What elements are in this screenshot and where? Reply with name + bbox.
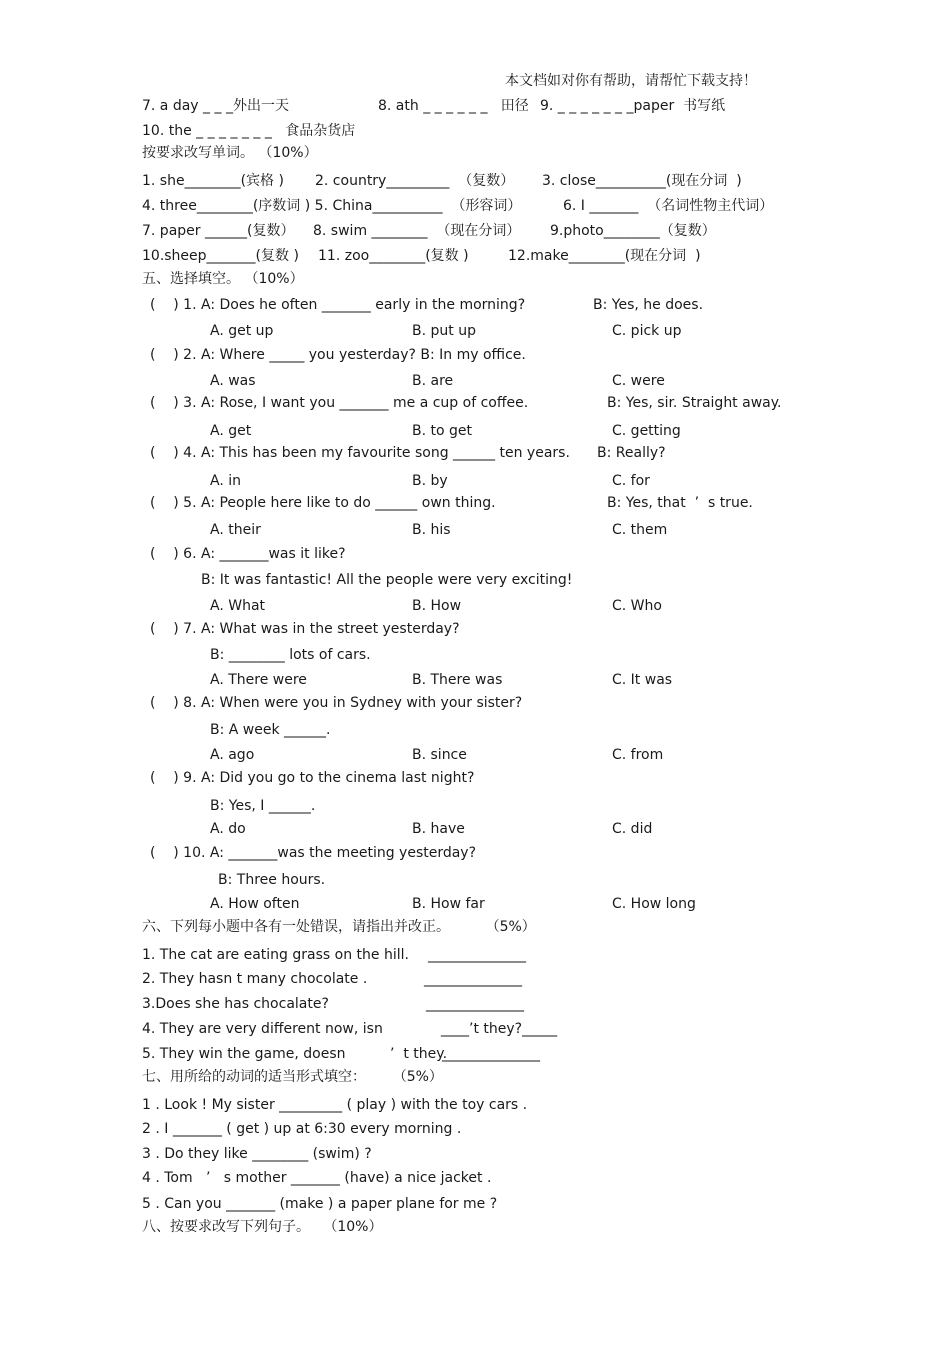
section4-row: 1. she________(宾格 ) — [142, 173, 284, 189]
correction-blank: ______________ — [424, 971, 522, 987]
vocab-item-9: 9. _ _ _ _ _ _ _paper 书写纸 — [540, 98, 726, 114]
answer-b-5: B: Yes, that ’ s true. — [607, 495, 753, 511]
option-b: B. How — [412, 598, 462, 614]
option-a: A. get up — [210, 323, 274, 339]
fill-verb-item: 3 . Do they like ________ (swim) ? — [142, 1146, 372, 1162]
section4-row: 4. three________(序数词 ) 5. China__________ （形容词） — [142, 198, 522, 214]
section4-title: 按要求改写单词。 （10%） — [142, 145, 318, 161]
section4-row: 8. swim ________ （现在分词） — [313, 223, 521, 239]
answer-b-1: B: Yes, he does. — [593, 297, 704, 313]
correction-blank: ____’t they?_____ — [441, 1021, 558, 1037]
correction-blank: ______________ — [428, 947, 526, 963]
section7-title: 七、用所给的动词的适当形式填空： （5%） — [142, 1069, 443, 1085]
header-note: 本文档如对你有帮助，请帮忙下载支持！ — [505, 73, 757, 89]
question-7: ( ) 7. A: What was in the street yesterday? — [150, 621, 460, 637]
fill-verb-item: 1 . Look ! My sister _________ ( play ) with the toy cars . — [142, 1097, 528, 1113]
answer-b-4: B: Really? — [597, 445, 666, 461]
error-sentence: 2. They hasn t many chocolate . — [142, 971, 368, 987]
question-3: ( ) 3. A: Rose, I want you _______ me a cup of coffee. — [150, 395, 529, 411]
option-a: A. There were — [210, 672, 307, 688]
option-c: C. getting — [612, 423, 681, 439]
section8-title: 八、按要求改写下列句子。 （10%） — [142, 1219, 383, 1235]
error-sentence: 3.Does she has chocalate? — [142, 996, 329, 1012]
answer-b-7: B: ________ lots of cars. — [210, 647, 371, 663]
section4-row: 3. close__________(现在分词 ) — [542, 173, 742, 189]
section4-row: 6. I _______ （名词性物主代词） — [563, 198, 774, 214]
option-a: A. What — [210, 598, 266, 614]
option-b: B. How far — [412, 896, 485, 912]
question-1: ( ) 1. A: Does he often _______ early in the morning? — [150, 297, 526, 313]
option-a: A. their — [210, 522, 261, 538]
option-a: A. ago — [210, 747, 255, 763]
question-8: ( ) 8. A: When were you in Sydney with your sister? — [150, 695, 523, 711]
option-b: B. to get — [412, 423, 472, 439]
option-b: B. are — [412, 373, 454, 389]
answer-b-3: B: Yes, sir. Straight away. — [607, 395, 782, 411]
section4-row: 9.photo________（复数） — [550, 223, 716, 239]
option-a: A. get — [210, 423, 252, 439]
section4-row: 2. country_________ （复数） — [315, 173, 515, 189]
vocab-item-10: 10. the _ _ _ _ _ _ _ 食品杂货店 — [142, 123, 356, 139]
correction-blank: ______________ — [442, 1046, 540, 1062]
error-sentence: 1. The cat are eating grass on the hill. — [142, 947, 409, 963]
question-10: ( ) 10. A: _______was the meeting yesterday? — [150, 845, 477, 861]
error-sentence: 4. They are very different now, isn — [142, 1021, 383, 1037]
section4-row: 10.sheep_______(复数 ) — [142, 248, 299, 264]
question-6: ( ) 6. A: _______was it like? — [150, 546, 346, 562]
option-c: C. from — [612, 747, 664, 763]
correction-blank: ______________ — [426, 996, 524, 1012]
option-b: B. have — [412, 821, 465, 837]
fill-verb-item: 4 . Tom ’ s mother _______ (have) a nice jacket . — [142, 1170, 492, 1186]
option-b: B. put up — [412, 323, 476, 339]
section4-row: 11. zoo________(复数 ) — [318, 248, 469, 264]
error-sentence: 5. They win the game, doesn ’ t they. — [142, 1046, 448, 1062]
option-c: C. did — [612, 821, 653, 837]
question-2: ( ) 2. A: Where _____ you yesterday? B: In my office. — [150, 347, 526, 363]
section4-row: 7. paper ______(复数） — [142, 223, 295, 239]
option-a: A. How often — [210, 896, 300, 912]
option-c: C. were — [612, 373, 665, 389]
vocab-item-8: 8. ath _ _ _ _ _ _ 田径 — [378, 98, 529, 114]
question-4: ( ) 4. A: This has been my favourite song ______ ten years. — [150, 445, 570, 461]
question-5: ( ) 5. A: People here like to do ______ own thing. — [150, 495, 496, 511]
answer-b-6: B: It was fantastic! All the people were very exciting! — [201, 572, 573, 588]
section5-title: 五、选择填空。 （10%） — [142, 271, 304, 287]
option-b: B. There was — [412, 672, 503, 688]
option-c: C. Who — [612, 598, 662, 614]
answer-b-9: B: Yes, I ______. — [210, 798, 316, 814]
option-c: C. pick up — [612, 323, 682, 339]
section4-row: 12.make________(现在分词 ) — [508, 248, 701, 264]
section6-title: 六、下列每小题中各有一处错误，请指出并改正。 （5%） — [142, 919, 536, 935]
option-c: C. How long — [612, 896, 696, 912]
option-c: C. for — [612, 473, 650, 489]
option-c: C. them — [612, 522, 668, 538]
option-b: B. by — [412, 473, 448, 489]
option-a: A. in — [210, 473, 241, 489]
option-a: A. was — [210, 373, 256, 389]
option-a: A. do — [210, 821, 246, 837]
option-c: C. It was — [612, 672, 673, 688]
question-9: ( ) 9. A: Did you go to the cinema last night? — [150, 770, 475, 786]
option-b: B. his — [412, 522, 451, 538]
answer-b-8: B: A week ______. — [210, 722, 331, 738]
fill-verb-item: 5 . Can you _______ (make ) a paper plane for me ? — [142, 1196, 498, 1212]
option-b: B. since — [412, 747, 467, 763]
fill-verb-item: 2 . I _______ ( get ) up at 6:30 every morning . — [142, 1121, 462, 1137]
vocab-item-7: 7. a day _ _ _外出一天 — [142, 98, 289, 114]
answer-b-10: B: Three hours. — [218, 872, 326, 888]
